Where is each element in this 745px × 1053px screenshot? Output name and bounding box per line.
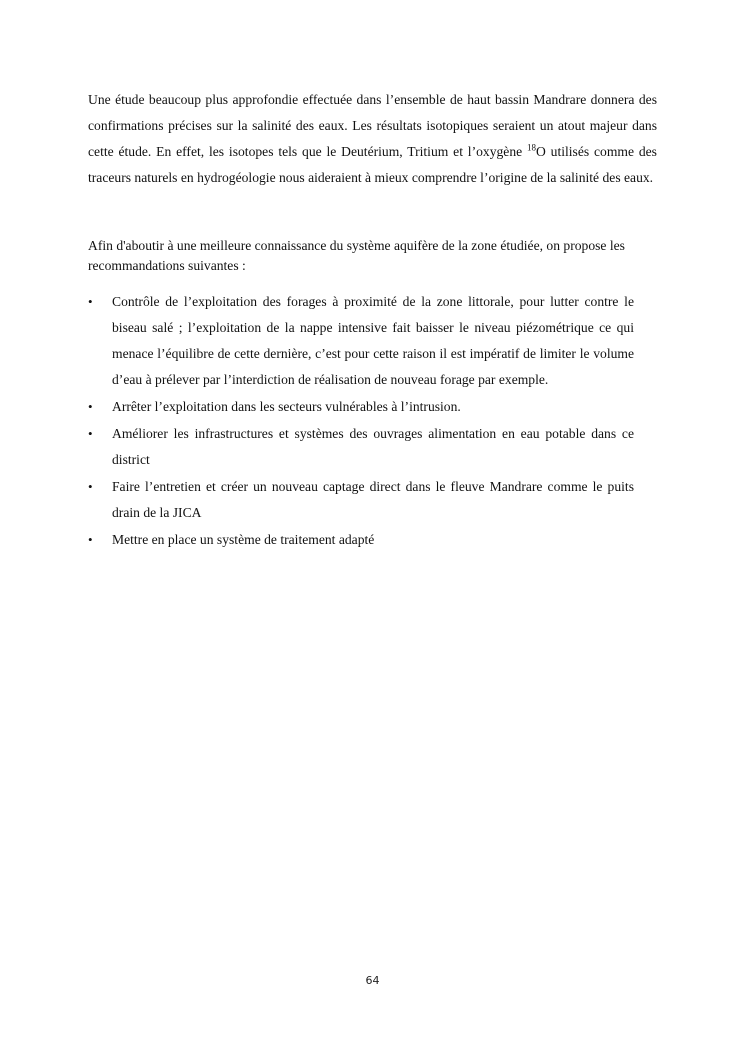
bullet-icon: • xyxy=(88,399,93,414)
list-item xyxy=(88,289,634,393)
paragraph-salinity-study xyxy=(88,87,657,191)
recommendations-list xyxy=(88,289,634,554)
paragraph-recommendations-intro: Afin d'aboutir à une meilleure connaissance du système aquifère de la zone étudiée, on propose les recommandations suivantes : xyxy=(88,238,625,273)
list-item-text: Mettre en place un système de traitement adapté xyxy=(112,532,375,547)
list-item-text: Améliorer les infrastructures et systèmes des ouvrages alimentation en eau potable dans ce district xyxy=(112,426,634,467)
list-item xyxy=(88,527,634,553)
list-item-text: Contrôle de l’exploitation des forages à proximité de la zone littorale, pour lutter contre le biseau salé ; l’exploitation de la nappe intensive fait baisser le niveau piézométrique ce qui menace l’équilibre de cette dernière, c’est pour cette raison il est impératif de limiter le volume d’eau à prélever par l’interdiction de réalisation de nouveau forage par exemple. xyxy=(112,294,634,387)
list-item xyxy=(88,474,634,526)
paragraph-text: Une étude beaucoup plus approfondie effectuée dans l’ensemble de haut bassin Mandrare donnera des confirmations précises sur la salinité des eaux. Les résultats isotopiques seraient un atout majeur dans cette étude. En effet, les isotopes tels que le Deutérium, Tritium et l’oxygène xyxy=(88,92,657,159)
page-number: 64 xyxy=(365,974,380,987)
bullet-icon: • xyxy=(88,294,93,309)
list-item xyxy=(88,394,634,420)
paragraph-text-continued: O utilisés comme des traceurs naturels en hydrogéologie nous aideraient à mieux comprendre l’origine de la salinité des eaux. xyxy=(88,144,657,185)
isotope-superscript: 18 xyxy=(527,142,536,153)
list-item-text: Faire l’entretien et créer un nouveau captage direct dans le fleuve Mandrare comme le puits drain de la JICA xyxy=(112,479,634,520)
bullet-icon: • xyxy=(88,426,93,441)
bullet-icon: • xyxy=(88,532,93,547)
list-item xyxy=(88,421,634,473)
list-item-text: Arrêter l’exploitation dans les secteurs vulnérables à l’intrusion. xyxy=(112,399,461,414)
bullet-icon: • xyxy=(88,479,93,494)
